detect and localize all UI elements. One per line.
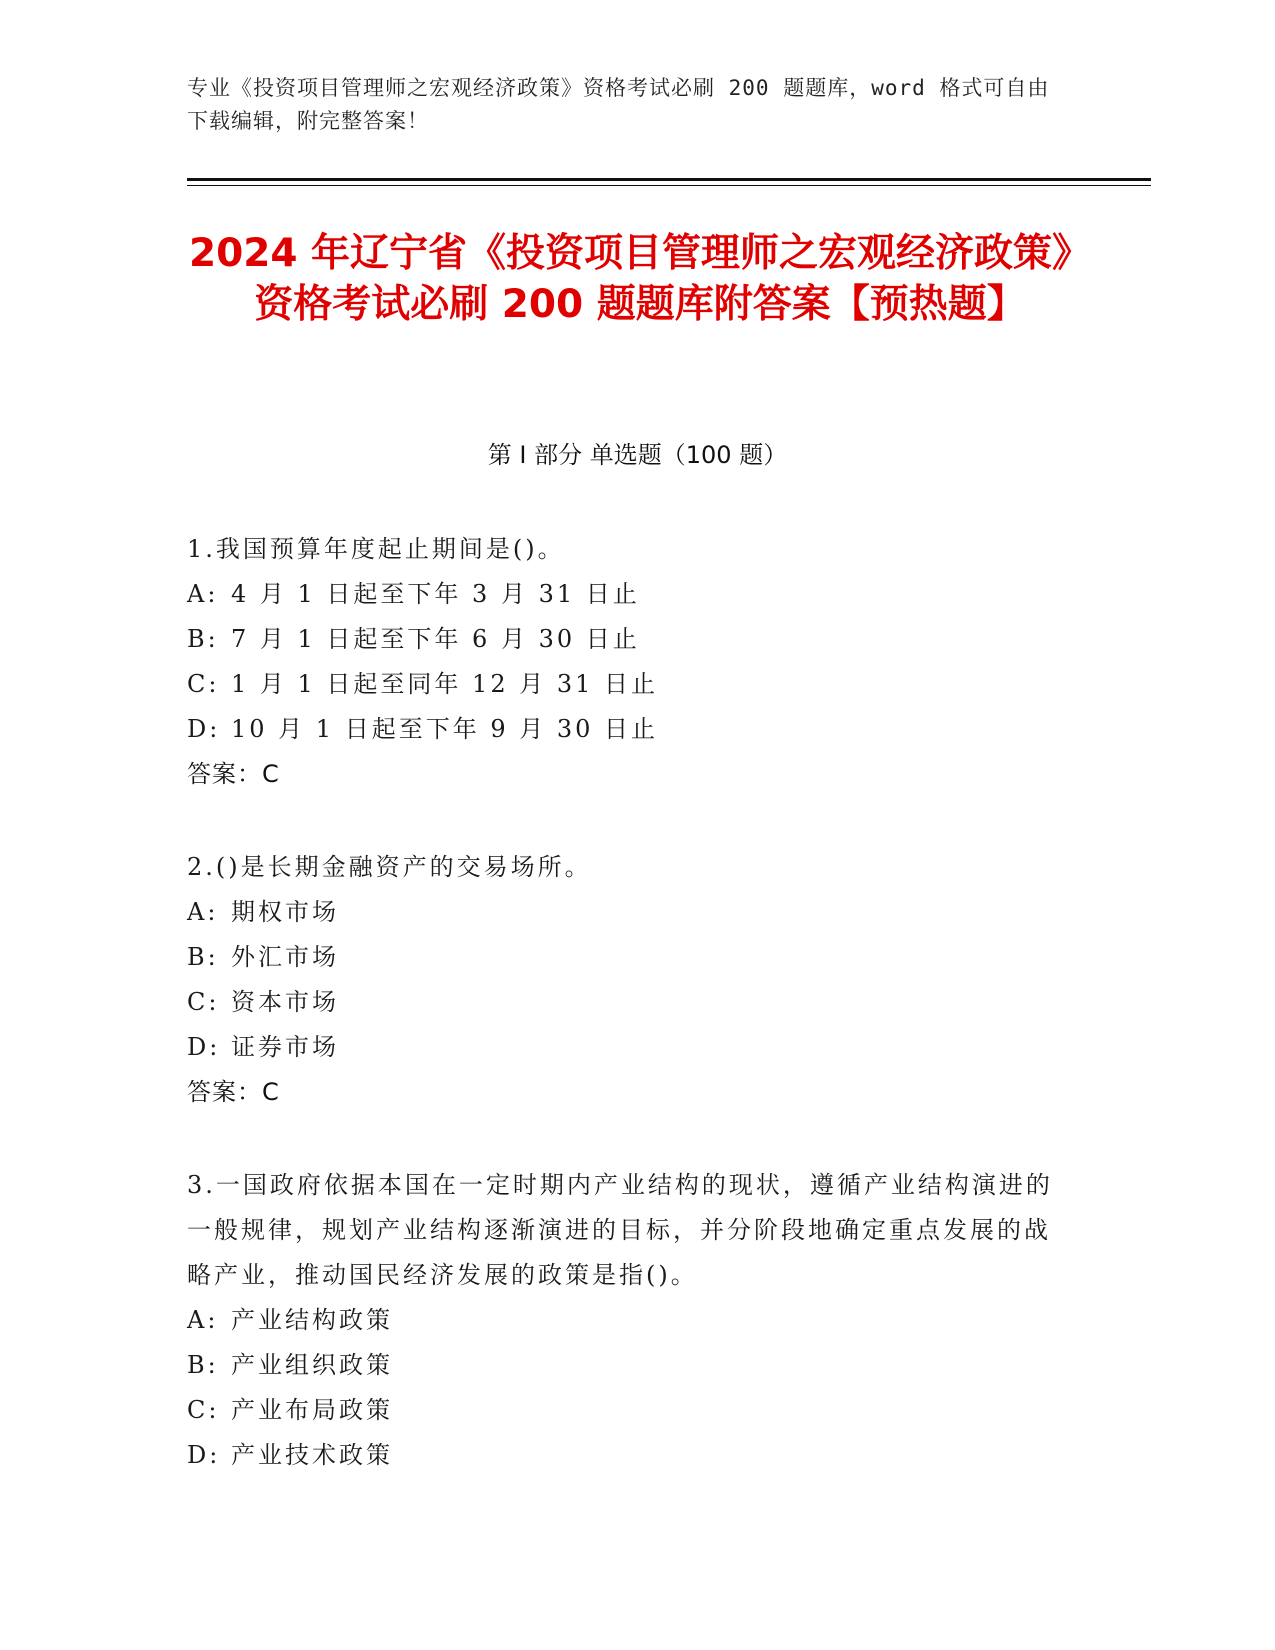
option-key: A: [187,580,219,608]
option-text: 期权市场 [231,898,339,926]
option-b [187,935,1067,980]
option-text: 4 月 1 日起至下年 3 月 31 日止 [231,580,640,608]
option-key: B: [187,943,219,971]
question-2 [187,845,1067,1115]
document-title: 2024 年辽宁省《投资项目管理师之宏观经济政策》资格考试必刷 200 题题库附答案【预热题】 [188,231,1092,327]
option-d [187,707,1067,752]
option-text: 资本市场 [231,988,339,1016]
answer-line: 答案：C [187,1078,280,1106]
option-a [187,890,1067,935]
question-stem: 3.一国政府依据本国在一定时期内产业结构的现状，遵循产业结构演进的一般规律，规划产业结构逐渐演进的目标，并分阶段地确定重点发展的战略产业，推动国民经济发展的政策是指()。 [187,1171,1053,1289]
option-d [187,1025,1067,1070]
option-c [187,980,1067,1025]
question-3 [187,1163,1067,1478]
option-text: 证券市场 [231,1033,339,1061]
option-a [187,1298,1067,1343]
option-key: C: [187,670,220,698]
option-key: B: [187,1351,219,1379]
option-c [187,1388,1067,1433]
option-text: 7 月 1 日起至下年 6 月 30 日止 [231,625,640,653]
question-1 [187,527,1067,797]
option-text: 产业结构政策 [231,1306,393,1334]
option-key: D: [187,715,221,743]
option-text: 1 月 1 日起至同年 12 月 31 日止 [231,670,659,698]
option-b [187,617,1067,662]
option-key: A: [187,1306,219,1334]
option-d [187,1433,1067,1478]
header-divider-thin [187,185,1151,186]
option-a [187,572,1067,617]
answer-line: 答案：C [187,760,280,788]
header-note: 专业《投资项目管理师之宏观经济政策》资格考试必刷 200 题题库，word 格式可自由下载编辑，附完整答案！ [187,76,1050,133]
question-stem: 1.我国预算年度起止期间是()。 [187,535,565,563]
option-key: B: [187,625,219,653]
header-divider-thick [187,178,1151,181]
option-key: C: [187,1396,220,1424]
section-title: 第 I 部分 单选题（100 题） [487,441,788,469]
option-text: 外汇市场 [231,943,339,971]
option-text: 产业布局政策 [231,1396,393,1424]
option-b [187,1343,1067,1388]
question-stem: 2.()是长期金融资产的交易场所。 [187,853,592,881]
option-key: C: [187,988,220,1016]
option-key: D: [187,1033,221,1061]
option-text: 产业组织政策 [231,1351,393,1379]
option-key: D: [187,1441,221,1469]
option-key: A: [187,898,219,926]
option-c [187,662,1067,707]
option-text: 产业技术政策 [231,1441,393,1469]
option-text: 10 月 1 日起至下年 9 月 30 日止 [231,715,659,743]
